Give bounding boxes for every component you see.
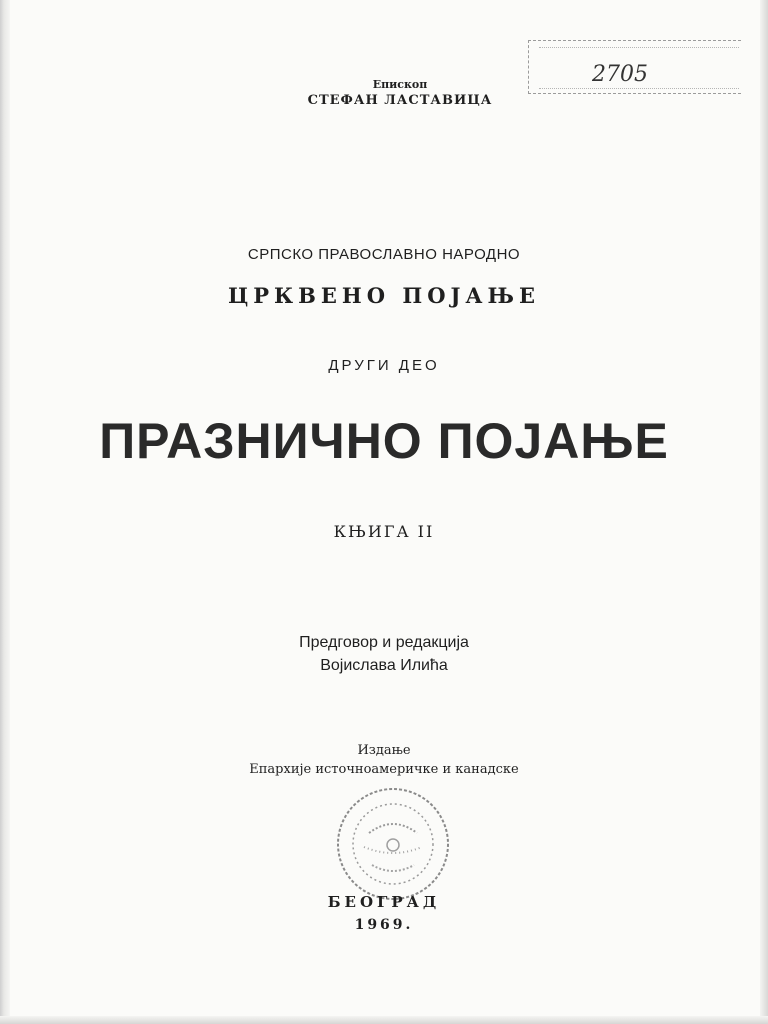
publisher-line-2: Епархије источноамеричке и канадске [249, 762, 519, 777]
publisher-line-1: Издање [357, 743, 411, 758]
publication-city: БЕОГРАД [327, 893, 441, 911]
inventory-number: 2705 [592, 62, 648, 87]
main-title: ПРАЗНИЧНО ПОЈАЊЕ [99, 413, 669, 469]
work-title: ЦРКВЕНО ПОЈАЊЕ [227, 283, 541, 308]
publication-year: 1969. [354, 917, 414, 933]
book-number: КЊИГА II [333, 522, 435, 541]
author-name: СТЕФАН ЛАСТАВИЦА [307, 93, 493, 108]
editor-line-2: Војислава Илића [320, 657, 448, 674]
seal-stamp-icon [334, 785, 452, 903]
page-bottom-edge [0, 1016, 768, 1024]
editor-line-1: Предговор и редакција [299, 634, 469, 651]
series-line: СРПСКО ПРАВОСЛАВНО НАРОДНО [247, 246, 521, 263]
page-left-edge [0, 0, 10, 1024]
author-title: Епископ [372, 78, 428, 91]
page-right-edge [760, 0, 768, 1024]
part-label: ДРУГИ ДЕО [328, 357, 440, 374]
